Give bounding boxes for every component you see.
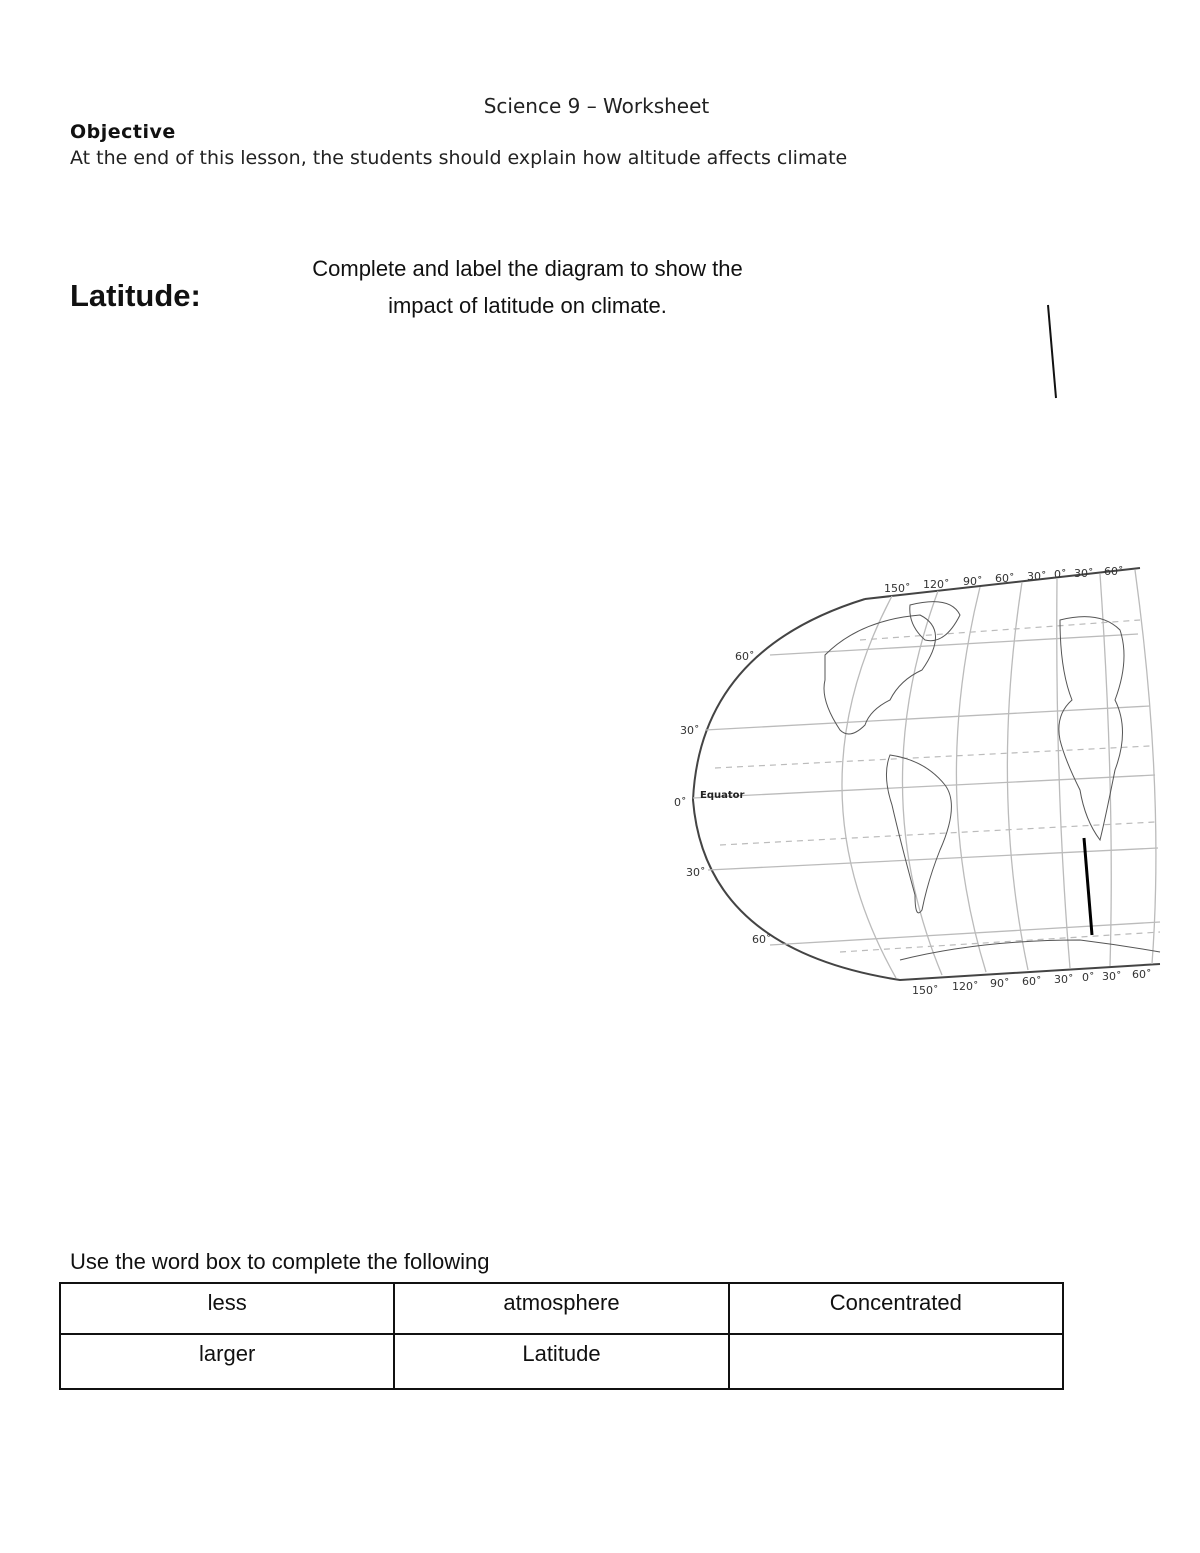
lat-0: 0˚ (674, 796, 687, 809)
instruction-line-1: Complete and label the diagram to show the (312, 256, 743, 281)
meridian-lines (842, 570, 1156, 978)
worksheet-title: Science 9 – Worksheet (483, 94, 710, 118)
lat-60s: 60˚ (752, 933, 772, 946)
lon-top-150: 150˚ (884, 582, 911, 595)
top-longitude-labels (884, 565, 1124, 595)
lon-top-90: 90˚ (963, 575, 983, 588)
lon-top-30: 30˚ (1027, 570, 1047, 583)
lon-bottom-30: 30˚ (1054, 973, 1074, 986)
table-row (60, 1334, 1063, 1389)
table-cell (729, 1334, 1063, 1389)
table-cell: Concentrated (729, 1283, 1063, 1334)
greenland-outline (910, 602, 960, 641)
lon-bottom-90: 90˚ (990, 977, 1010, 990)
lon-bottom-30e: 30˚ (1102, 970, 1122, 983)
europe-africa-outline (1059, 617, 1124, 840)
equator-label: Equator (700, 790, 745, 801)
lon-bottom-120: 120˚ (952, 980, 979, 993)
lon-bottom-60e: 60˚ (1132, 968, 1152, 981)
objective-heading: Objective (70, 121, 176, 143)
table-cell: less (60, 1283, 394, 1334)
instruction-line-2: impact of latitude on climate. (388, 293, 667, 318)
lon-bottom-60: 60˚ (1022, 975, 1042, 988)
diagram-instruction (0, 250, 1055, 324)
table-cell: larger (60, 1334, 394, 1389)
antarctica-outline (900, 940, 1160, 960)
table-cell: Latitude (394, 1334, 728, 1389)
lon-top-30e: 30˚ (1074, 567, 1094, 580)
table-cell: atmosphere (394, 1283, 728, 1334)
lon-bottom-0: 0˚ (1082, 971, 1095, 984)
lon-top-120: 120˚ (923, 578, 950, 591)
lat-30n: 30˚ (680, 724, 700, 737)
word-box-table (59, 1282, 1064, 1390)
latitude-heading: Latitude: (70, 278, 201, 313)
lon-bottom-150: 150˚ (912, 984, 939, 997)
drawn-line-on-map (1084, 838, 1092, 935)
word-box-label: Use the word box to complete the following (70, 1249, 490, 1274)
lat-60n: 60˚ (735, 650, 755, 663)
drawn-line (1040, 300, 1070, 410)
lat-30s: 30˚ (686, 866, 706, 879)
lon-top-60e: 60˚ (1104, 565, 1124, 578)
lon-top-60: 60˚ (995, 572, 1015, 585)
world-map-diagram (660, 560, 1170, 1010)
lon-top-0: 0˚ (1054, 568, 1067, 581)
objective-text: At the end of this lesson, the students should explain how altitude affects climate (70, 147, 848, 169)
table-row (60, 1283, 1063, 1334)
